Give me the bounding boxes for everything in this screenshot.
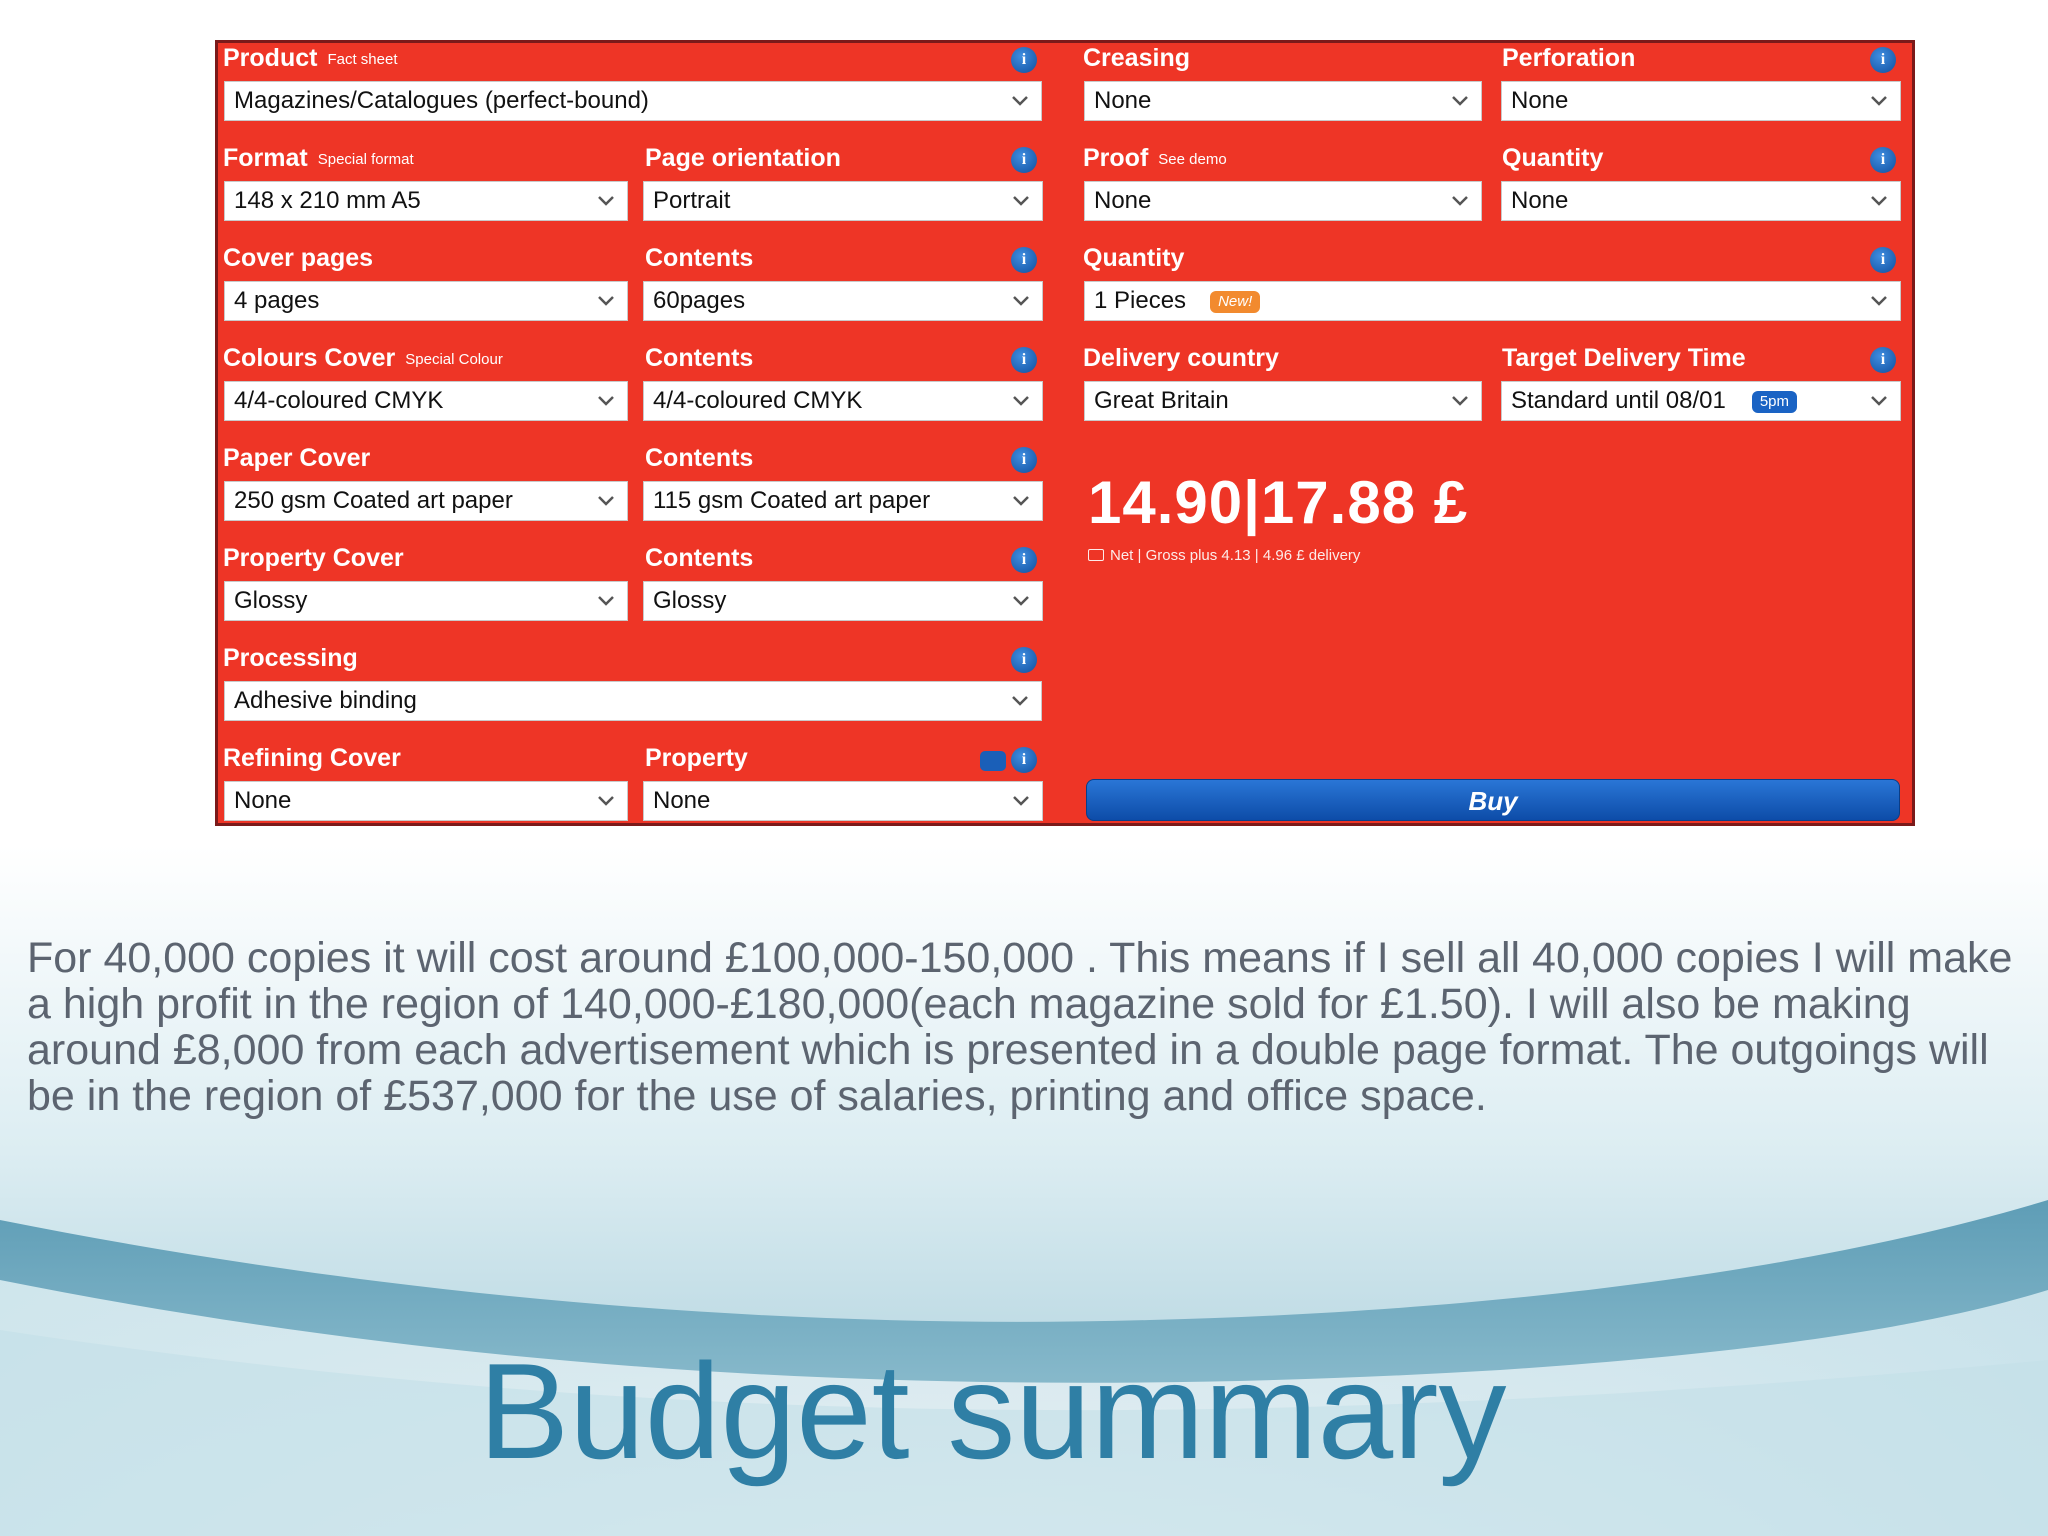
info-icon[interactable]: i: [1011, 247, 1037, 273]
info-icon[interactable]: i: [1870, 247, 1896, 273]
chevron-down-icon: [1449, 382, 1471, 420]
colours-cover-label: Colours Cover Special Colour: [223, 344, 503, 372]
chevron-down-icon: [1010, 782, 1032, 820]
body-paragraph: For 40,000 copies it will cost around £100,000-150,000 . This means if I sell all 40,000 copies I will make a high profit in the region of 140,000-£180,000(each magazine sold for £1.50). I will also be making around £8,000 from each advertisement which is presented in a double page format. The outgoings will be in the region of £537,000 for the use of salaries, printing and office space.: [27, 934, 2013, 1120]
chevron-down-icon: [1009, 82, 1031, 120]
chevron-down-icon: [1868, 182, 1890, 220]
product-select[interactable]: Magazines/Catalogues (perfect-bound): [224, 81, 1042, 121]
contents-property-label: Contents: [645, 544, 754, 572]
colours-cover-select[interactable]: 4/4-coloured CMYK: [224, 381, 628, 421]
proof-quantity-label: Quantity: [1502, 144, 1604, 172]
time-badge: 5pm: [1752, 391, 1797, 413]
product-label: Product Fact sheet: [223, 44, 398, 72]
buy-button[interactable]: Buy: [1086, 779, 1900, 821]
proof-label: Proof See demo: [1083, 144, 1227, 172]
perforation-label: Perforation: [1502, 44, 1636, 72]
delivery-country-select[interactable]: Great Britain: [1084, 381, 1482, 421]
camera-icon[interactable]: [980, 751, 1006, 771]
contents-colour-select[interactable]: 4/4-coloured CMYK: [643, 381, 1043, 421]
truck-icon: [1088, 549, 1104, 561]
proof-quantity-select[interactable]: None: [1501, 181, 1901, 221]
contents-property-select[interactable]: Glossy: [643, 581, 1043, 621]
target-delivery-label: Target Delivery Time: [1502, 344, 1746, 372]
info-icon[interactable]: i: [1011, 447, 1037, 473]
chevron-down-icon: [1010, 482, 1032, 520]
contents-pages-input[interactable]: 60pages: [643, 281, 1043, 321]
chevron-down-icon: [595, 282, 617, 320]
chevron-down-icon: [595, 382, 617, 420]
chevron-down-icon: [1010, 282, 1032, 320]
chevron-down-icon: [1449, 82, 1471, 120]
creasing-select[interactable]: None: [1084, 81, 1482, 121]
property-cover-label: Property Cover: [223, 544, 404, 572]
chevron-down-icon: [1868, 282, 1890, 320]
quantity-label: Quantity: [1083, 244, 1185, 272]
info-icon[interactable]: i: [1870, 147, 1896, 173]
chevron-down-icon: [1010, 182, 1032, 220]
info-icon[interactable]: i: [1011, 47, 1037, 73]
refining-cover-select[interactable]: None: [224, 781, 628, 821]
quantity-select[interactable]: 1 Pieces New!: [1084, 281, 1901, 321]
processing-select[interactable]: Adhesive binding: [224, 681, 1042, 721]
info-icon[interactable]: i: [1011, 547, 1037, 573]
cover-pages-label: Cover pages: [223, 244, 374, 272]
chevron-down-icon: [1010, 382, 1032, 420]
chevron-down-icon: [1868, 382, 1890, 420]
price-note: Net | Gross plus 4.13 | 4.96 £ delivery: [1088, 547, 1360, 564]
property-select[interactable]: None: [643, 781, 1043, 821]
contents-colour-label: Contents: [645, 344, 754, 372]
perforation-select[interactable]: None: [1501, 81, 1901, 121]
property-cover-select[interactable]: Glossy: [224, 581, 628, 621]
chevron-down-icon: [595, 482, 617, 520]
info-icon[interactable]: i: [1011, 147, 1037, 173]
chevron-down-icon: [595, 782, 617, 820]
contents-pages-label: Contents: [645, 244, 754, 272]
info-icon[interactable]: i: [1870, 47, 1896, 73]
info-icon[interactable]: i: [1011, 647, 1037, 673]
print-calculator-screenshot: [215, 40, 1915, 826]
cover-pages-select[interactable]: 4 pages: [224, 281, 628, 321]
paper-cover-select[interactable]: 250 gsm Coated art paper: [224, 481, 628, 521]
contents-paper-label: Contents: [645, 444, 754, 472]
info-icon[interactable]: i: [1870, 347, 1896, 373]
format-label: Format Special format: [223, 144, 414, 172]
chevron-down-icon: [595, 182, 617, 220]
target-delivery-select[interactable]: Standard until 08/01 5pm: [1501, 381, 1901, 421]
format-select[interactable]: 148 x 210 mm A5: [224, 181, 628, 221]
chevron-down-icon: [1010, 582, 1032, 620]
property-label: Property: [645, 744, 748, 772]
info-icon[interactable]: i: [1011, 347, 1037, 373]
price-display: 14.90|17.88 £: [1088, 469, 1469, 536]
chevron-down-icon: [595, 582, 617, 620]
proof-select[interactable]: None: [1084, 181, 1482, 221]
creasing-label: Creasing: [1083, 44, 1190, 72]
chevron-down-icon: [1449, 182, 1471, 220]
refining-cover-label: Refining Cover: [223, 744, 401, 772]
contents-paper-select[interactable]: 115 gsm Coated art paper: [643, 481, 1043, 521]
page-orientation-select[interactable]: Portrait: [643, 181, 1043, 221]
delivery-country-label: Delivery country: [1083, 344, 1279, 372]
page-orientation-label: Page orientation: [645, 144, 841, 172]
processing-label: Processing: [223, 644, 358, 672]
chevron-down-icon: [1868, 82, 1890, 120]
slide-title: Budget summary: [478, 1335, 1507, 1487]
paper-cover-label: Paper Cover: [223, 444, 371, 472]
chevron-down-icon: [1009, 682, 1031, 720]
info-icon[interactable]: i: [1011, 747, 1037, 773]
new-badge: New!: [1210, 291, 1260, 313]
